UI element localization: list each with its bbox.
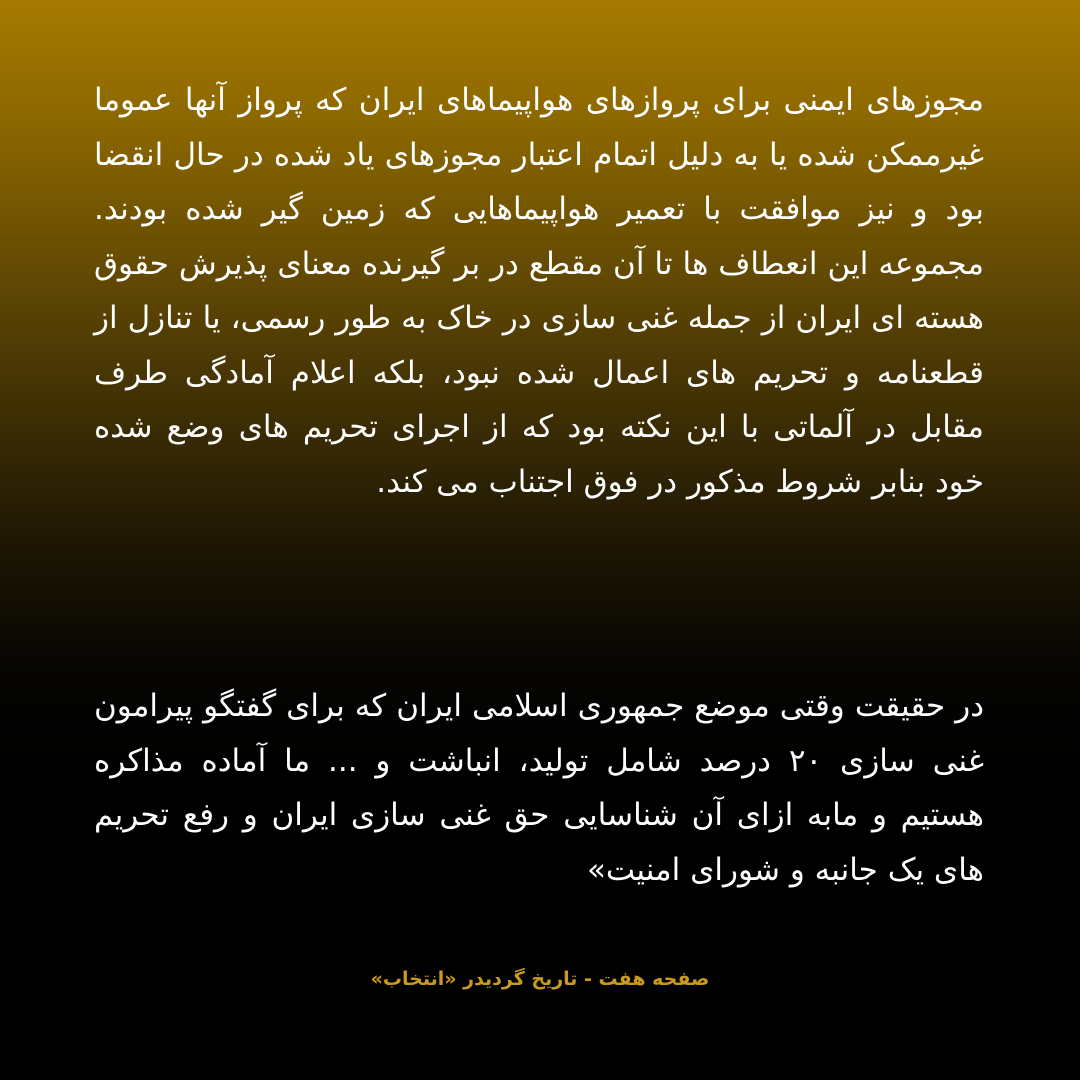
page-footer: صفحه هفت - تاریخ گردیدر «انتخاب» <box>370 968 710 990</box>
body-paragraph-2: در حقیقت وقتی موضع جمهوری اسلامی ایران که برای گفتگو پیرامون غنی سازی ۲۰ درصد شامل تولید، انباشت و ... ما آماده مذاکره هستیم و مابه ازای آن شناسایی حق غنی سازی ایران و رفع تحریم های یک جانبه و شورای امنیت» <box>94 688 984 888</box>
body-paragraph-1: مجوزهای ایمنی برای پروازهای هواپیماهای ایران که پرواز آنها عموما غیرممکن شده یا به دلیل اتمام اعتبار مجوزهای یاد شده در حال انقضا بود و نیز موافقت با تعمیر هواپیماهایی که زمین گیر شده بودند. مجموعه این انعطاف ها تا آن مقطع در بر گیرنده معنای پذیرش حقوق هسته ای ایران از جمله غنی سازی در خاک به طور رسمی، یا تنازل از قطعنامه و تحریم های اعمال شده نبود، بلکه اعلام آمادگی طرف مقابل در آلماتی با این نکته بود که از اجرای تحریم های وضع شده خود بنابر شروط مذکور در فوق اجتناب می کند. <box>94 82 984 500</box>
